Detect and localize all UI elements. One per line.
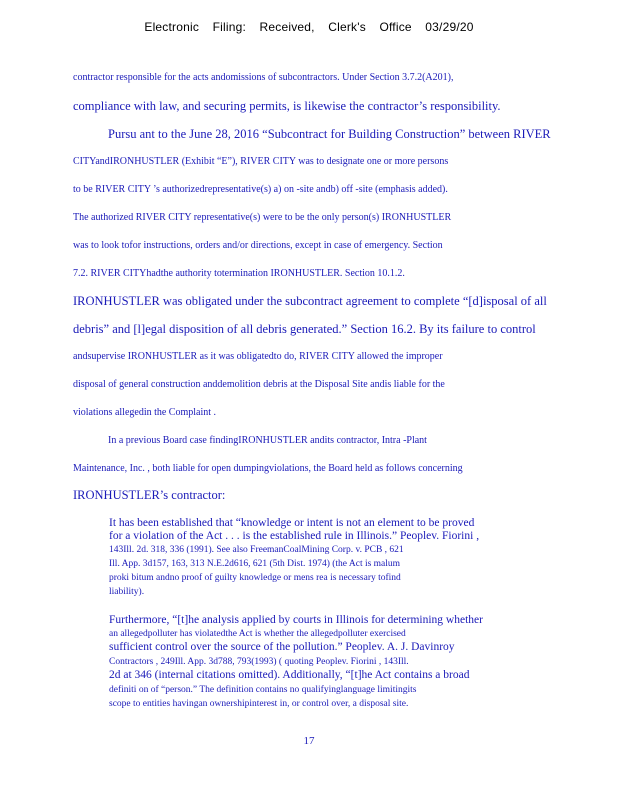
body-line: Pursu ant to the June 28, 2016 “Subcontract for Building Construction” between RIVER [108, 127, 551, 141]
quote-line: 143Ill. 2d. 318, 336 (1991). See also FreemanCoalMining Corp. v. PCB , 621 [109, 545, 404, 555]
quote-line: proki bitum andno proof of guilty knowledge or mens rea is necessary tofind [109, 573, 401, 583]
quote-line: Ill. App. 3d157, 163, 313 N.E.2d616, 621 (5th Dist. 1974) (the Act is malum [109, 559, 401, 569]
body-line: 7.2. RIVER CITYhadthe authority totermination IRONHUSTLER. Section 10.1.2. [73, 268, 405, 279]
body-line: contractor responsible for the acts andomissions of subcontractors. Under Section 3.7.2(A201), [73, 72, 454, 83]
page-number: 17 [303, 735, 315, 747]
quote-line: It has been established that “knowledge or intent is not an element to be proved [109, 517, 475, 529]
quote-line: 2d at 346 (internal citations omitted). Additionally, “[t]he Act contains a broad [109, 669, 470, 681]
quote-line: liability). [109, 587, 145, 597]
body-line: compliance with law, and securing permits, is likewise the contractor’s responsibility. [73, 99, 501, 113]
body-line: The authorized RIVER CITY representative(s) were to be the only person(s) IRONHUSTLER [73, 212, 452, 223]
body-line: In a previous Board case findingIRONHUSTLER andits contractor, Intra -Plant [108, 435, 427, 446]
body-line: Maintenance, Inc. , both liable for open dumpingviolations, the Board held as follows concerning [73, 463, 463, 474]
quote-line: sufficient control over the source of the pollution.” Peoplev. A. J. Davinroy [109, 641, 455, 653]
body-line: CITYandIRONHUSTLER (Exhibit “E”), RIVER CITY was to designate one or more persons [73, 156, 449, 167]
body-line: disposal of general construction anddemolition debris at the Disposal Site andis liable for the [73, 379, 445, 390]
body-line: to be RIVER CITY ’s authorizedrepresentative(s) a) on -site andb) off -site (emphasis added). [73, 184, 448, 195]
quote-line: Contractors , 249Ill. App. 3d788, 793(1993) ( quoting Peoplev. Fiorini , 143Ill. [109, 657, 409, 667]
body-line: andsupervise IRONHUSTLER as it was obligatedto do, RIVER CITY allowed the improper [73, 351, 443, 362]
body-line: debris” and [l]egal disposition of all debris generated.” Section 16.2. By its failure to control [73, 322, 536, 336]
body-line: IRONHUSTLER’s contractor: [73, 488, 226, 502]
body-line: IRONHUSTLER was obligated under the subcontract agreement to complete “[d]isposal of all [73, 294, 547, 308]
filing-stamp-header: Electronic Filing: Received, Clerk's Office 03/29/20 [144, 20, 474, 34]
quote-line: for a violation of the Act . . . is the established rule in Illinois.” Peoplev. Fiorini , [109, 530, 480, 542]
quote-line: Furthermore, “[t]he analysis applied by courts in Illinois for determining whether [109, 614, 483, 626]
body-line: violations allegedin the Complaint . [73, 407, 217, 418]
quote-line: an allegedpolluter has violatedthe Act is whether the allegedpolluter exercised [109, 629, 406, 639]
quote-line: definiti on of “person.” The definition contains no qualifyinglanguage limitingits [109, 685, 417, 695]
quote-line: scope to entities havingan ownershipinterest in, or control over, a disposal site. [109, 699, 409, 709]
body-line: was to look tofor instructions, orders and/or directions, except in case of emergency. Section [73, 240, 443, 251]
